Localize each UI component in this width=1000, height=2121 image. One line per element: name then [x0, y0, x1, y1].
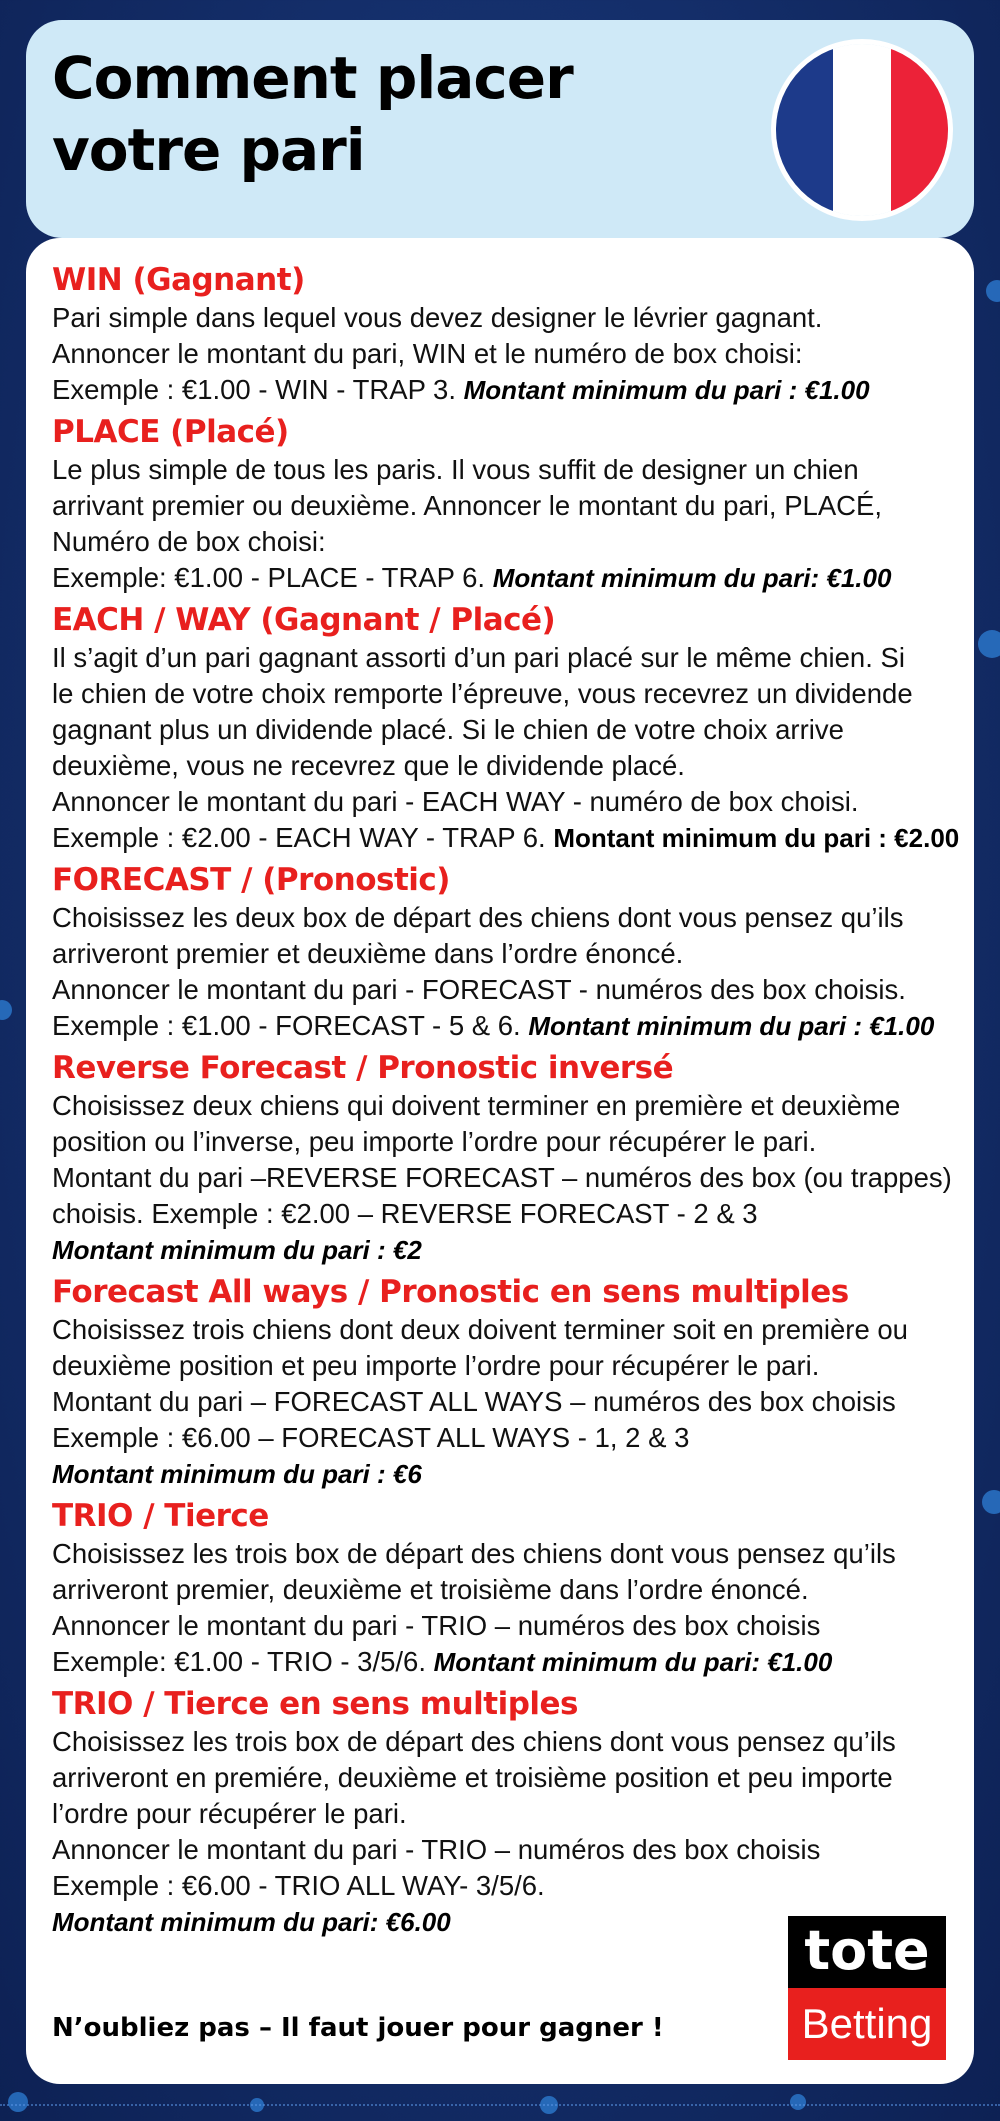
line-text: Il s’agit d’un pari gagnant assorti d’un pari placé sur le même chien. Si: [52, 642, 905, 673]
bet-type-section: [52, 600, 972, 856]
bet-type-title: TRIO / Tierce: [52, 1498, 269, 1534]
bet-type-section: [52, 1272, 972, 1492]
line-text: Numéro de box choisi:: [52, 526, 326, 557]
bet-type-description-line: [52, 1796, 972, 1832]
header-banner: [26, 20, 974, 238]
line-text: Annoncer le montant du pari - TRIO – numéros des box choisis: [52, 1834, 821, 1865]
line-text: position ou l’inverse, peu importe l’ordre pour récupérer le pari.: [52, 1126, 817, 1157]
bet-type-section: [52, 260, 972, 408]
minimum-bet: Montant minimum du pari : €1.00: [528, 1011, 935, 1041]
bet-type-description-line: [52, 676, 972, 712]
bet-type-description-line: [52, 336, 972, 372]
bet-type-description-line: [52, 1196, 972, 1232]
line-text: Exemple : €2.00 - EACH WAY - TRAP 6.: [52, 822, 554, 853]
bet-types-list: [52, 260, 972, 1944]
bet-type-title: TRIO / Tierce en sens multiples: [52, 1686, 579, 1722]
minimum-bet: Montant minimum du pari: €6.00: [52, 1907, 451, 1937]
bet-type-description-line: [52, 452, 972, 488]
bet-type-description-line: [52, 972, 972, 1008]
bet-type-description-line: [52, 1008, 972, 1044]
line-text: le chien de votre choix remporte l’épreuve, vous recevrez un dividende: [52, 678, 913, 709]
line-text: Choisissez deux chiens qui doivent terminer en première et deuxième: [52, 1090, 901, 1121]
line-text: Exemple : €6.00 - TRIO ALL WAY- 3/5/6.: [52, 1870, 545, 1901]
line-text: Annoncer le montant du pari - TRIO – numéros des box choisis: [52, 1610, 821, 1641]
bet-type-description-line: [52, 488, 972, 524]
line-text: choisis. Exemple : €2.00 – REVERSE FORECAST - 2 & 3: [52, 1198, 758, 1229]
line-text: Exemple: €1.00 - TRIO - 3/5/6.: [52, 1646, 434, 1677]
line-text: Choisissez les trois box de départ des chiens dont vous pensez qu’ils: [52, 1726, 896, 1757]
bet-types-panel: [26, 238, 974, 2084]
line-text: Exemple : €1.00 - WIN - TRAP 3.: [52, 374, 464, 405]
line-text: Montant du pari – FORECAST ALL WAYS – numéros des box choisis: [52, 1386, 896, 1417]
bet-type-description-line: [52, 1644, 972, 1680]
bet-type-description-line: [52, 1420, 972, 1456]
line-text: Annoncer le montant du pari - FORECAST - numéros des box choisis.: [52, 974, 906, 1005]
bet-type-description-line: [52, 1760, 972, 1796]
bet-type-description-line: [52, 1384, 972, 1420]
bet-type-description-line: [52, 524, 972, 560]
line-text: Pari simple dans lequel vous devez designer le lévrier gagnant.: [52, 302, 823, 333]
bet-type-title: FORECAST / (Pronostic): [52, 862, 450, 898]
bet-type-description-line: [52, 300, 972, 336]
page-title: Comment placer votre pari: [52, 44, 573, 184]
minimum-bet-line: [52, 1456, 972, 1492]
tote-betting-logo: [788, 1916, 946, 2060]
minimum-bet: Montant minimum du pari : €6: [52, 1459, 422, 1489]
line-text: Exemple : €6.00 – FORECAST ALL WAYS - 1, 2 & 3: [52, 1422, 690, 1453]
bet-type-description-line: [52, 1572, 972, 1608]
line-text: Choisissez les trois box de départ des chiens dont vous pensez qu’ils: [52, 1538, 896, 1569]
bet-type-description-line: [52, 640, 972, 676]
minimum-bet: Montant minimum du pari: €1.00: [492, 563, 892, 593]
line-text: deuxième, vous ne recevrez que le dividende placé.: [52, 750, 685, 781]
line-text: Montant du pari –REVERSE FORECAST – numéros des box (ou trappes): [52, 1162, 952, 1193]
line-text: arriveront premier et deuxième dans l’ordre énoncé.: [52, 938, 684, 969]
bet-type-description-line: [52, 1312, 972, 1348]
line-text: Exemple: €1.00 - PLACE - TRAP 6.: [52, 562, 493, 593]
minimum-bet: Montant minimum du pari : €2.00: [553, 823, 960, 853]
line-text: gagnant plus un dividende placé. Si le chien de votre choix arrive: [52, 714, 844, 745]
minimum-bet: Montant minimum du pari : €1.00: [463, 375, 870, 405]
bet-type-description-line: [52, 900, 972, 936]
line-text: Annoncer le montant du pari - EACH WAY - numéro de box choisi.: [52, 786, 859, 817]
bet-type-description-line: [52, 560, 972, 596]
bet-type-description-line: [52, 1608, 972, 1644]
bet-type-description-line: [52, 748, 972, 784]
background-line: [0, 2104, 1000, 2106]
bet-type-title: EACH / WAY (Gagnant / Placé): [52, 602, 556, 638]
bet-type-description-line: [52, 1348, 972, 1384]
bet-type-description-line: [52, 1832, 972, 1868]
bet-type-title: Forecast All ways / Pronostic en sens multiples: [52, 1274, 849, 1310]
minimum-bet-line: [52, 1232, 972, 1268]
line-text: deuxième position et peu importe l’ordre pour récupérer le pari.: [52, 1350, 820, 1381]
minimum-bet: Montant minimum du pari : €2: [52, 1235, 422, 1265]
line-text: arriveront premier, deuxième et troisième dans l’ordre énoncé.: [52, 1574, 809, 1605]
bet-type-description-line: [52, 936, 972, 972]
bet-type-description-line: [52, 784, 972, 820]
line-text: Le plus simple de tous les paris. Il vous suffit de designer un chien: [52, 454, 859, 485]
footer-note: N’oubliez pas – Il faut jouer pour gagner !: [52, 2013, 664, 2043]
bet-type-description-line: [52, 1868, 972, 1904]
bet-type-section: [52, 860, 972, 1044]
line-text: arriveront en premiére, deuxième et troisième position et peu importe: [52, 1762, 893, 1793]
bet-type-title: Reverse Forecast / Pronostic inversé: [52, 1050, 674, 1086]
line-text: Choisissez les deux box de départ des chiens dont vous pensez qu’ils: [52, 902, 904, 933]
bet-type-description-line: [52, 1124, 972, 1160]
bet-type-section: [52, 1048, 972, 1268]
line-text: arrivant premier ou deuxième. Annoncer le montant du pari, PLACÉ,: [52, 490, 883, 521]
logo-top-text: tote: [788, 1916, 946, 1988]
line-text: Annoncer le montant du pari, WIN et le numéro de box choisi:: [52, 338, 803, 369]
line-text: Exemple : €1.00 - FORECAST - 5 & 6.: [52, 1010, 529, 1041]
bet-type-description-line: [52, 1160, 972, 1196]
bet-type-description-line: [52, 820, 972, 856]
bet-type-section: [52, 412, 972, 596]
france-flag-icon: [776, 44, 948, 216]
bet-type-description-line: [52, 1724, 972, 1760]
logo-bottom-text: Betting: [788, 1988, 946, 2060]
bet-type-section: [52, 1684, 972, 1940]
bet-type-title: WIN (Gagnant): [52, 262, 305, 298]
minimum-bet: Montant minimum du pari: €1.00: [433, 1647, 833, 1677]
bet-type-description-line: [52, 1536, 972, 1572]
bet-type-description-line: [52, 712, 972, 748]
bet-type-section: [52, 1496, 972, 1680]
line-text: l’ordre pour récupérer le pari.: [52, 1798, 407, 1829]
bet-type-title: PLACE (Placé): [52, 414, 289, 450]
bet-type-description-line: [52, 1088, 972, 1124]
bet-type-description-line: [52, 372, 972, 408]
line-text: Choisissez trois chiens dont deux doivent terminer soit en première ou: [52, 1314, 908, 1345]
